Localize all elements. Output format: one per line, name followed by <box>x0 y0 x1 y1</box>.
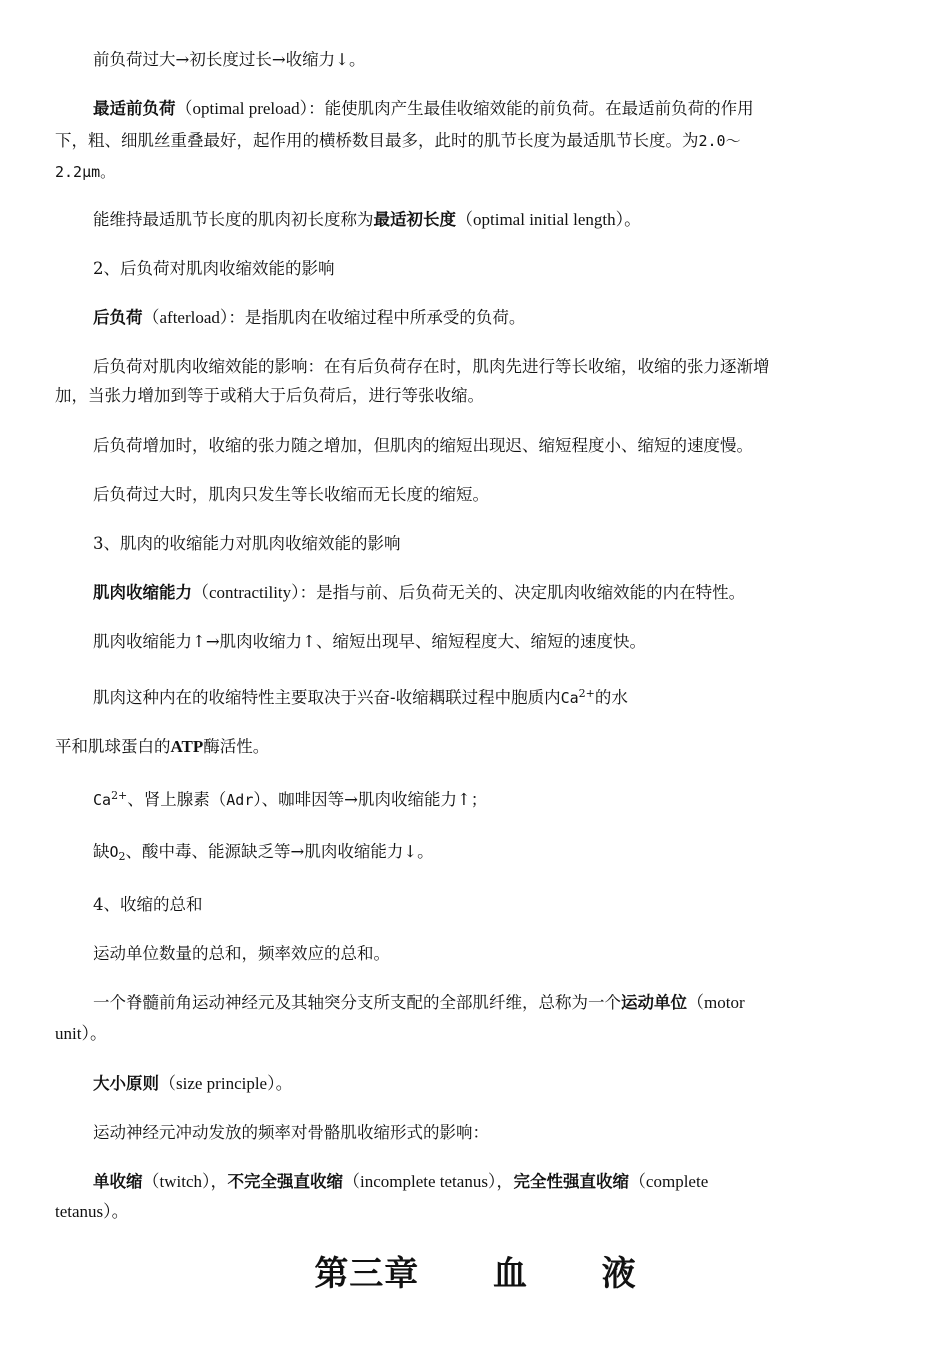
term-optimal-preload: 最适前负荷 <box>93 99 176 118</box>
paragraph-preload-excess: 前负荷过大→初长度过长→收缩力↓。 <box>93 50 366 69</box>
chapter-title: 第三章 血 液 <box>314 1254 637 1294</box>
adr-abbrev: Adr <box>226 791 254 809</box>
paragraph-contraction-forms <box>93 1170 933 1194</box>
paragraph-contractility-increase: 肌肉收缩能力↑→肌肉收缩力↑、缩短出现早、缩短程度大、缩短的速度快。 <box>93 632 646 651</box>
paragraph-size-principle <box>93 1072 933 1096</box>
term-en: （motor <box>687 993 745 1012</box>
text-span: 的水 <box>594 688 628 707</box>
calcium-symbol: Ca <box>560 689 579 707</box>
term-en: （optimal preload） <box>175 99 309 118</box>
text-span: 平和肌球蛋白的 <box>55 737 171 756</box>
text-span: 缺 <box>93 842 110 861</box>
atp-term: ATP <box>170 737 204 756</box>
term-complete-tetanus: 完全性强直收缩 <box>513 1172 629 1191</box>
oxygen-symbol: O <box>109 843 119 861</box>
text-span: ：是指与前、后负荷无关的、决定肌肉收缩效能的内在特性。 <box>299 583 746 602</box>
term-contractility: 肌肉收缩能力 <box>93 583 192 602</box>
heading-summation-section: 4、收缩的总和 <box>93 895 203 914</box>
text-span: 下，粗、细肌丝重叠最好，起作用的横桥数目最多，此时的肌节长度为最适肌节长度。为 <box>55 131 699 150</box>
paragraph-optimal-length <box>93 208 933 232</box>
text-span: 、酸中毒、能源缺乏等→肌肉收缩能力↓。 <box>125 842 434 861</box>
term-en: （twitch）， <box>142 1172 228 1191</box>
text-span: 一个脊髓前角运动神经元及其轴突分支所支配的全部肌纤维，总称为一个 <box>93 993 621 1012</box>
paragraph-summation-types: 运动单位数量的总和，频率效应的总和。 <box>93 944 390 963</box>
term-en: （size principle）。 <box>159 1074 293 1093</box>
text-span: 、肾上腺素（ <box>127 790 227 809</box>
term-en: （optimal initial length）。 <box>456 210 642 229</box>
term-en: （afterload） <box>142 308 229 327</box>
term-en: （complete <box>628 1172 709 1191</box>
term-twitch: 单收缩 <box>93 1172 143 1191</box>
text-span: ：是指肌肉在收缩过程中所承受的负荷。 <box>228 308 526 327</box>
paragraph-afterload-definition <box>93 306 933 330</box>
text-span: ）、咖啡因等→肌肉收缩能力↑； <box>253 790 488 809</box>
value-span: 2.2μm。 <box>55 163 116 181</box>
paragraph-optimal-preload <box>93 97 933 121</box>
term-en: （contractility） <box>192 583 300 602</box>
paragraph-intrinsic-property <box>93 686 933 710</box>
term-afterload: 后负荷 <box>93 308 143 327</box>
text-span: ：能使肌肉产生最佳收缩效能的前负荷。在最适前负荷的作用 <box>308 99 754 118</box>
term-optimal-length: 最适初长度 <box>373 210 456 229</box>
heading-contractility-section: 3、肌肉的收缩能力对肌肉收缩效能的影响 <box>93 534 401 553</box>
superscript: 2+ <box>111 789 128 802</box>
superscript: 2+ <box>578 687 595 700</box>
text-span: 能维持最适肌节长度的肌肉初长度称为 <box>93 210 374 229</box>
paragraph-positive-factors <box>93 788 933 812</box>
paragraph-contraction-forms-cont <box>55 1200 895 1224</box>
paragraph-negative-factors <box>93 840 933 864</box>
paragraph-contractility-definition <box>93 581 933 605</box>
paragraph-optimal-preload-end <box>55 160 895 184</box>
paragraph-afterload-excess: 后负荷过大时，肌肉只发生等长收缩而无长度的缩短。 <box>93 485 489 504</box>
calcium-symbol: Ca <box>93 791 112 809</box>
paragraph-frequency-effect: 运动神经元冲动发放的频率对骨骼肌收缩形式的影响： <box>93 1123 489 1142</box>
paragraph-optimal-preload-cont <box>55 129 895 153</box>
paragraph-afterload-effect-cont: 加，当张力增加到等于或稍大于后负荷后，进行等张收缩。 <box>55 386 484 405</box>
term-size-principle: 大小原则 <box>93 1074 159 1093</box>
paragraph-motor-unit <box>93 991 933 1015</box>
subscript: 2 <box>118 850 126 863</box>
text-span: 肌肉这种内在的收缩特性主要取决于兴奋-收缩耦联过程中胞质内 <box>93 688 561 707</box>
heading-afterload-section: 2、后负荷对肌肉收缩效能的影响 <box>93 259 335 278</box>
text-span: 酶活性。 <box>203 737 270 756</box>
paragraph-afterload-effect: 后负荷对肌肉收缩效能的影响：在有后负荷存在时，肌肉先进行等长收缩，收缩的张力逐渐增 <box>93 357 770 376</box>
paragraph-afterload-increase: 后负荷增加时，收缩的张力随之增加，但肌肉的缩短出现迟、缩短程度小、缩短的速度慢。 <box>93 436 753 455</box>
term-en: （incomplete tetanus）， <box>343 1172 514 1191</box>
term-motor-unit: 运动单位 <box>621 993 687 1012</box>
paragraph-motor-unit-cont <box>55 1022 895 1046</box>
term-en: unit）。 <box>55 1024 107 1043</box>
term-incomplete-tetanus: 不完全强直收缩 <box>227 1172 343 1191</box>
paragraph-intrinsic-property-cont <box>55 735 895 759</box>
value-span: 2.0～ <box>698 132 741 150</box>
term-en: tetanus）。 <box>55 1202 129 1221</box>
